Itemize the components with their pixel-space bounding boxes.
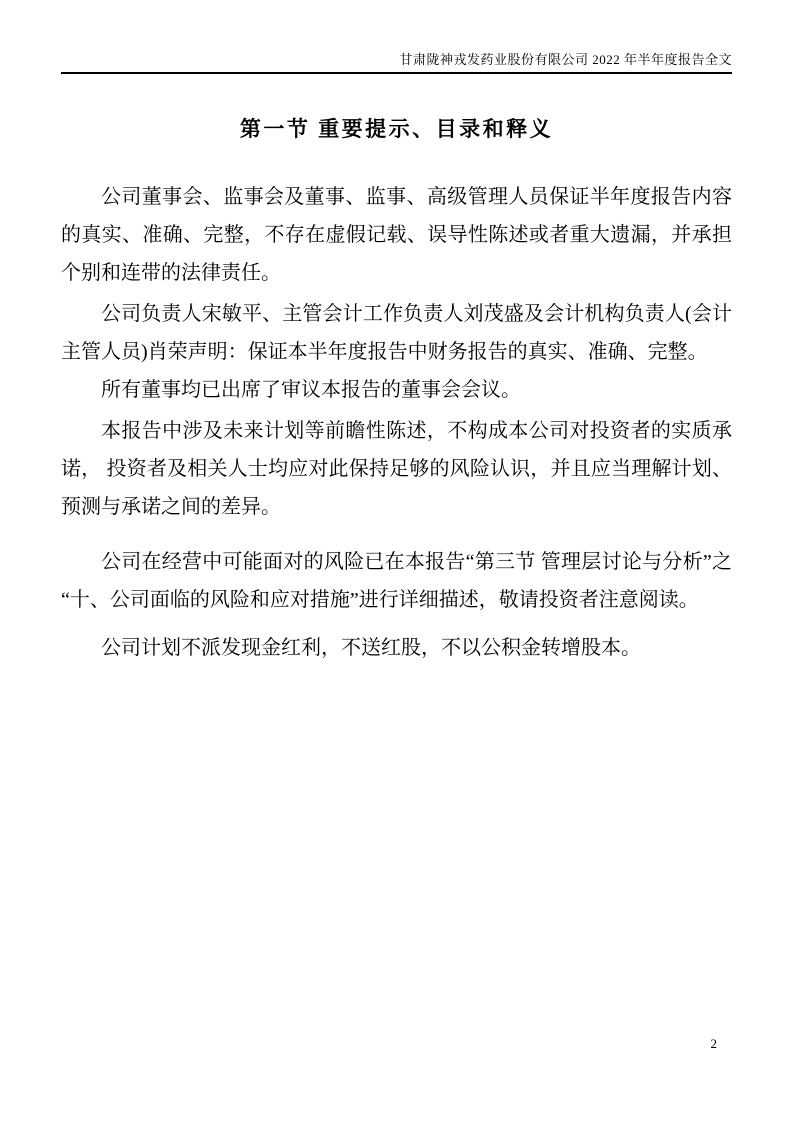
paragraph-dividend-plan: 公司计划不派发现金红利，不送红股，不以公积金转增股本。 [101, 637, 641, 659]
paragraph-forward-looking: 本报告中涉及未来计划等前瞻性陈述，不构成本公司对投资者的实质承诺， 投资者及相关人士均应对此保持足够的风险认识，并且应当理解计划、预测与承诺之间的差异。 [61, 420, 732, 518]
page-header [61, 0, 732, 74]
header-text: 甘肃陇神戎发药业股份有限公司 2022 年半年度报告全文 [399, 52, 732, 67]
paragraph-board-statement: 公司董事会、监事会及董事、监事、高级管理人员保证半年度报告内容的真实、准确、完整，不存在虚假记载、误导性陈述或者重大遗漏，并承担个别和连带的法律责任。 [61, 186, 732, 284]
section-body [61, 178, 732, 667]
page-content [61, 0, 732, 667]
section-title: 第一节 重要提示、目录和释义 [239, 117, 554, 141]
paragraph-risk-description: 公司在经营中可能面对的风险已在本报告“第三节 管理层讨论与分析”之“十、公司面临的风险和应对措施”进行详细描述，敬请投资者注意阅读。 [61, 551, 732, 611]
paragraph-directors-attendance: 所有董事均已出席了审议本报告的董事会会议。 [101, 379, 521, 401]
page-number: 2 [710, 1036, 717, 1051]
paragraph-responsible-persons: 公司负责人宋敏平、主管会计工作负责人刘茂盛及会计机构负责人(会计主管人员)肖荣声明：保证本半年度报告中财务报告的真实、准确、完整。 [61, 303, 732, 363]
